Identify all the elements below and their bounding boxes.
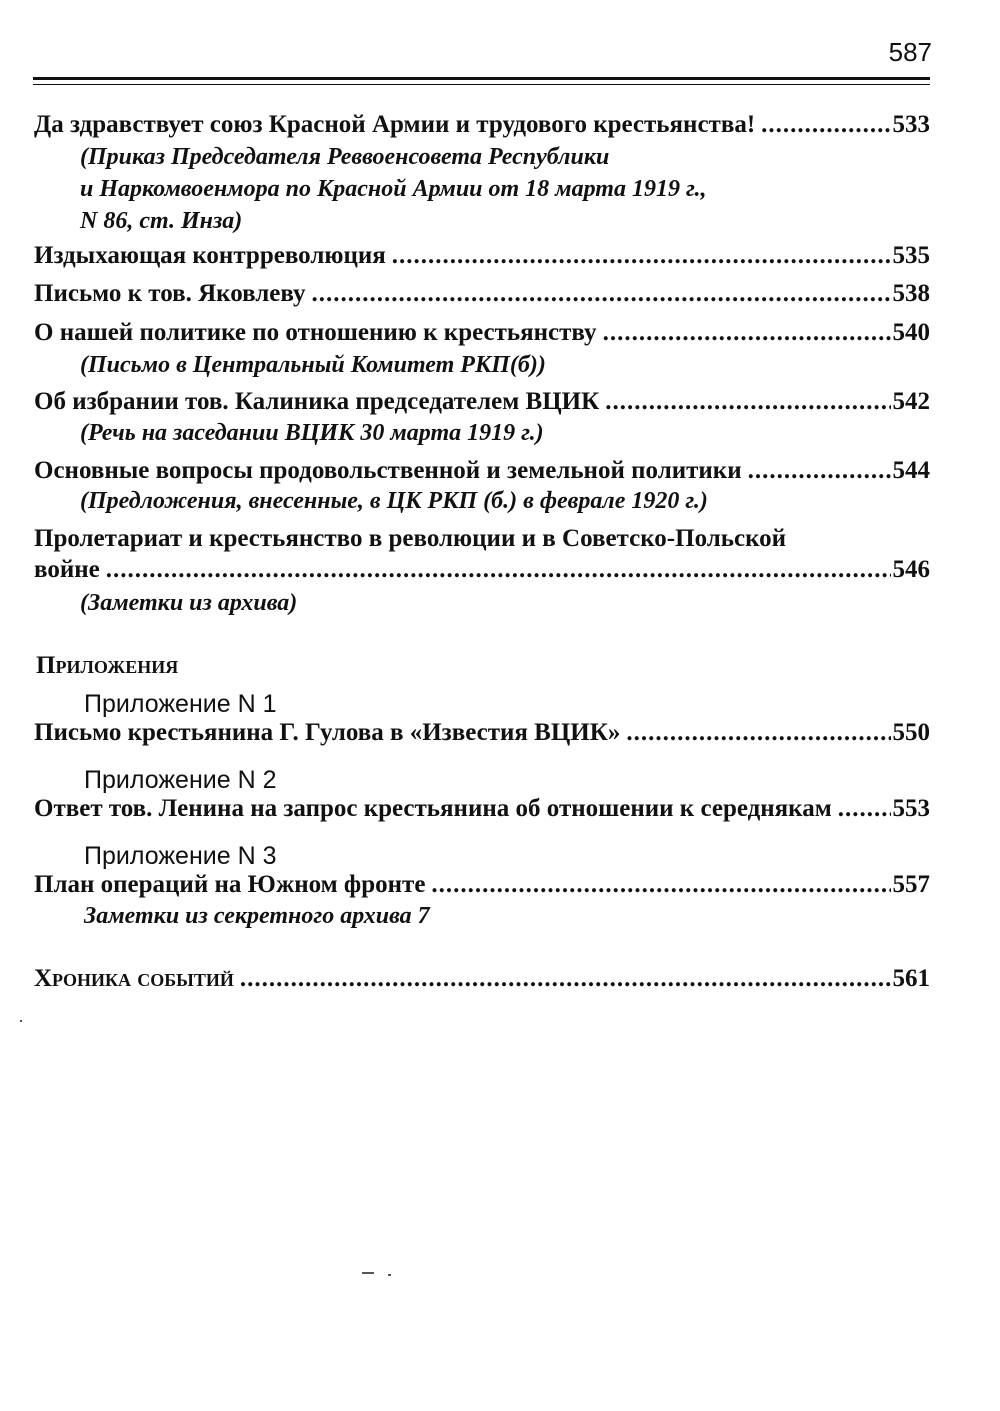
toc-entry: [34, 454, 930, 488]
entry-page-number: 550: [892, 719, 930, 746]
entry-note: (Предложения, внесенные, в ЦК РКП (б.) в феврале 1920 г.): [80, 488, 708, 514]
entry-title: Письмо крестьянина Г. Гулова в «Известия ВЦИК»: [34, 719, 621, 746]
dot-leader: [312, 277, 891, 311]
dot-leader: [603, 316, 891, 350]
entry-title: Издыхающая контрреволюция: [34, 242, 386, 269]
entry-note: (Приказ Председателя Реввоенсовета Республики: [80, 144, 610, 170]
entry-title: Да здравствует союз Красной Армии и трудового крестьянства!: [34, 111, 756, 138]
entry-title: Хроника событий: [34, 965, 234, 992]
entry-page-number: 561: [892, 965, 930, 992]
entry-title: О нашей политике по отношению к крестьянству: [34, 319, 597, 346]
dot-leader: [605, 385, 890, 419]
entry-note: Заметки из секретного архива 7: [84, 903, 430, 929]
dot-leader: [431, 868, 890, 902]
toc-entry: [34, 239, 930, 273]
appendix-label: Приложение N 3: [84, 842, 277, 870]
entry-note: (Письмо в Центральный Комитет РКП(б)): [80, 352, 546, 378]
entry-page-number: 553: [892, 795, 930, 822]
entry-page-number: 538: [892, 280, 930, 307]
toc-entry: [34, 316, 930, 350]
appendix-label: Приложение N 1: [84, 690, 277, 718]
dot-leader: [626, 716, 890, 750]
entry-page-number: 542: [892, 388, 930, 415]
dot-leader: [106, 553, 891, 587]
entry-title: Ответ тов. Ленина на запрос крестьянина об отношении к середнякам: [34, 795, 832, 822]
entry-page-number: 544: [892, 457, 930, 484]
entry-page-number: 557: [892, 871, 930, 898]
entry-title-line: Пролетариат и крестьянство в революции и в Советско-Польской: [34, 525, 787, 552]
entry-title: войне: [34, 556, 100, 583]
toc-entry: [34, 716, 930, 750]
entry-note: N 86, ст. Инза): [80, 208, 243, 234]
dot-leader: [838, 792, 891, 826]
header-rule-thin: [33, 84, 930, 85]
entry-title: План операций на Южном фронте: [34, 871, 426, 898]
toc-entry: [34, 385, 930, 419]
entry-page-number: 546: [892, 556, 930, 583]
entry-title: Основные вопросы продовольственной и земельной политики: [34, 457, 742, 484]
appendices-heading: Приложения: [36, 652, 179, 679]
dot-leader: [392, 239, 891, 273]
toc-entry: [34, 553, 930, 587]
dot-leader: [761, 108, 890, 142]
scan-speck: [362, 1272, 374, 1274]
toc-entry: [34, 868, 930, 902]
toc-entry: [34, 962, 930, 996]
entry-note: и Наркомвоенмора по Красной Армии от 18 марта 1919 г.,: [80, 176, 707, 202]
dot-leader: [748, 454, 891, 488]
page-number: 587: [888, 37, 932, 67]
dot-leader: [240, 962, 891, 996]
entry-note: (Речь на заседании ВЦИК 30 марта 1919 г.): [80, 420, 544, 446]
scan-speck: [20, 1020, 22, 1022]
entry-page-number: 533: [892, 111, 930, 138]
entry-page-number: 540: [892, 319, 930, 346]
entry-note: (Заметки из архива): [80, 590, 298, 616]
scan-speck: [388, 1274, 391, 1276]
entry-title: Письмо к тов. Яковлеву: [34, 280, 306, 307]
toc-entry: [34, 792, 930, 826]
entry-page-number: 535: [892, 242, 930, 269]
toc-entry: [34, 108, 930, 142]
appendix-label: Приложение N 2: [84, 766, 277, 794]
header-rule-thick: [33, 77, 930, 80]
toc-entry: [34, 277, 930, 311]
entry-title: Об избрании тов. Калиника председателем ВЦИК: [34, 388, 600, 415]
